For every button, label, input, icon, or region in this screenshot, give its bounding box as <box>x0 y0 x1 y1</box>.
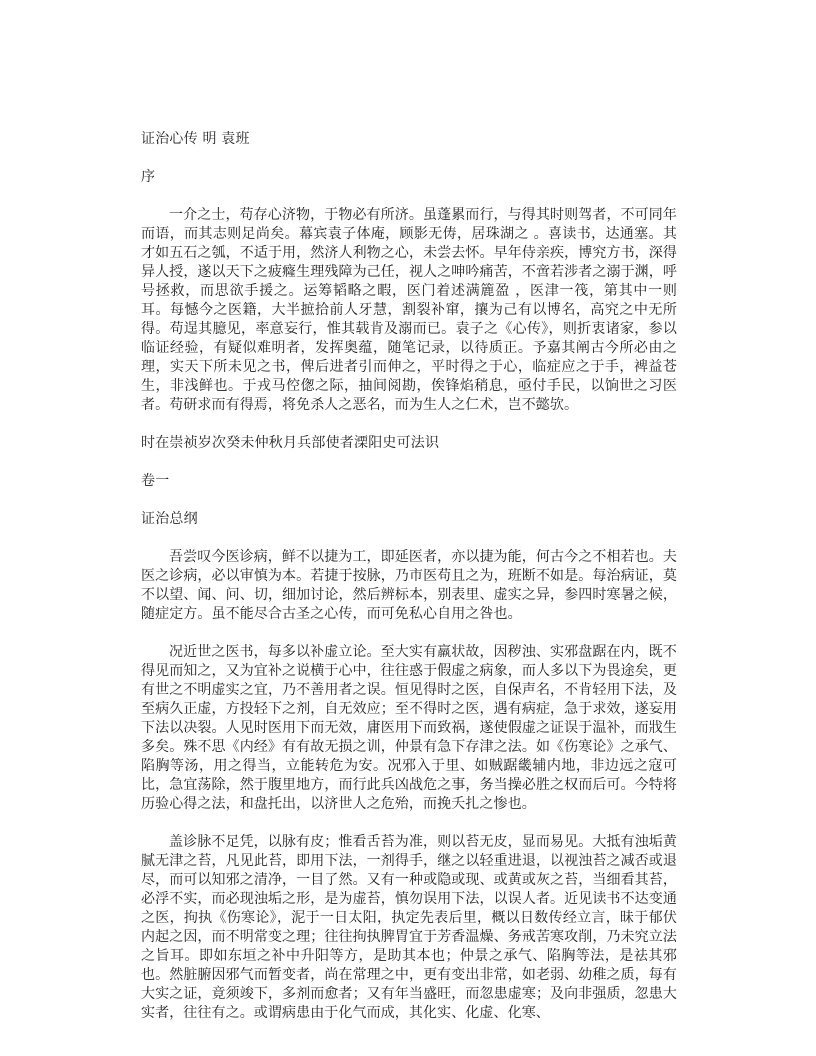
body-paragraph-1: 吾尝叹今医诊病，鲜不以捷为工，即延医者，亦以捷为能，何古今之不相若也。夫医之诊病，必以审慎为本。若捷于按脉，乃市医苟且之为，班断不如是。每治病证，莫不以望、闻、问、切，细加讨论，然后辨标本，别表里、虚实之异，参四时寒暑之候，随症定方。虽不能尽合古圣之心传，而可免私心自用之咎也。 <box>141 549 677 622</box>
volume-heading: 卷一 <box>141 473 170 489</box>
colophon-line: 时在崇祯岁次癸未仲秋月兵部使者溧阳史可法识 <box>141 435 440 451</box>
document-content <box>141 130 677 1023</box>
body-paragraph-3: 盖诊脉不足凭，以脉有皮；惟看舌苔为准，则以苔无皮，显而易见。大抵有浊垢黄腻无津之苔，凡见此苔，即用下法，一剂得手，继之以轻重进退，以视浊苔之减否或退尽，而可以知邪之清净，一目了然。又有一种或隐或现、或黄或灰之苔，当细看其苔，必浮不实，而必现浊垢之形，是为虚苔，慎勿误用下法，以误人者。近见读书不达变通之医，拘执《伤寒论》，泥于一日太阳，执定先表后里，概以日数传经立言，昧于郁伏内起之因，而不明常变之理；往往拘执脾胃宜于芳香温燥、务戒苦寒攻削，乃未究立法之旨耳。即如东垣之补中升阳等方，是助其本也；仲景之承气、陷胸等法，是祛其邪也。然脏腑因邪气而暂变者，尚在常理之中，更有变出非常，如老弱、幼稚之质，每有大实之证，竟须竣下，多剂而愈者；又有年当盛旺，而忽患虚寒；及向非强质，忽患大实者，往往有之。或谓病患由于化气而成，其化实、化虚、化寒、 <box>141 834 677 1021</box>
preface-heading: 序 <box>141 169 156 185</box>
preface-body-paragraph: 一介之士，苟存心济物，于物必有所济。虽蓬累而行，与得其时则驾者，不可同年而语，而其志则足尚矣。幕宾袁子体庵，顾影无俦，居珠湖之 。喜读书，达通塞。其才如五石之瓠，不适于用，然济人利物之心，未尝去怀。早年侍亲疾，博究方书，深得异人授，遂以天下之疲癃生理残障为己任，视人之呻吟痛苦，不啻若涉者之溺于渊，呼号拯救，而思欲手援之。运筹韬略之暇，医门着述满簏盈 ，医津一筏，第其中一则耳。每憾今之医籍，大半摭拾前人牙慧，割裂补窜，攘为己有以博名，高究之中无所得。苟逞其臆见，率意妄行，惟其载肯及溺而已。袁子之《心传》，则折衷诸家，参以临证经验，有疑似难明者，发挥奥蕴，随笔记录，以待质正。予嘉其阐古今所必由之理，实天下所未见之书，俾后进者引而伸之，平时得之于心，临症应之于手，裨益苍生，非浅鲜也。于戎马倥偬之际，抽间阅勘，俟锋焰稍息，亟付手民，以饷世之习医者。苟研求而有得焉，将免杀人之恶名，而为生人之仁术，岂不懿欤。 <box>141 207 677 413</box>
document-title: 证治心传 明 袁班 <box>141 131 250 147</box>
body-paragraph-2: 况近世之医书，每多以补虚立论。至大实有羸状故，因秽浊、实邪盘踞在内，既不得见而知之，又为宜补之说横于心中，往往惑于假虚之病象，而人多以下为畏途矣，更有世之不明虚实之宜，乃不善用者之误。恒见得时之医，自保声名，不肯轻用下法，及至病久正虚，方投轻下之剂，自无效应；至不得时之医，遇有病症，急于求效，遂妄用下法以决裂。人见时医用下而无效，庸医用下而致祸，遂使假虚之证误于温补，而戕生多矣。殊不思《内经》有有故无损之训，仲景有急下存津之法。如《伤寒论》之承气、陷胸等汤，用之得当，立能转危为安。况邪入于里、如贼踞畿辅内地，非边远之寇可比，急宜荡除，然于腹里地方，而行此兵凶战危之事，务当操必胜之权而后可。今特将历验心得之法，和盘托出，以济世人之危殆，而挽夭扎之惨也。 <box>141 644 677 812</box>
section-heading: 证治总纲 <box>141 511 198 527</box>
